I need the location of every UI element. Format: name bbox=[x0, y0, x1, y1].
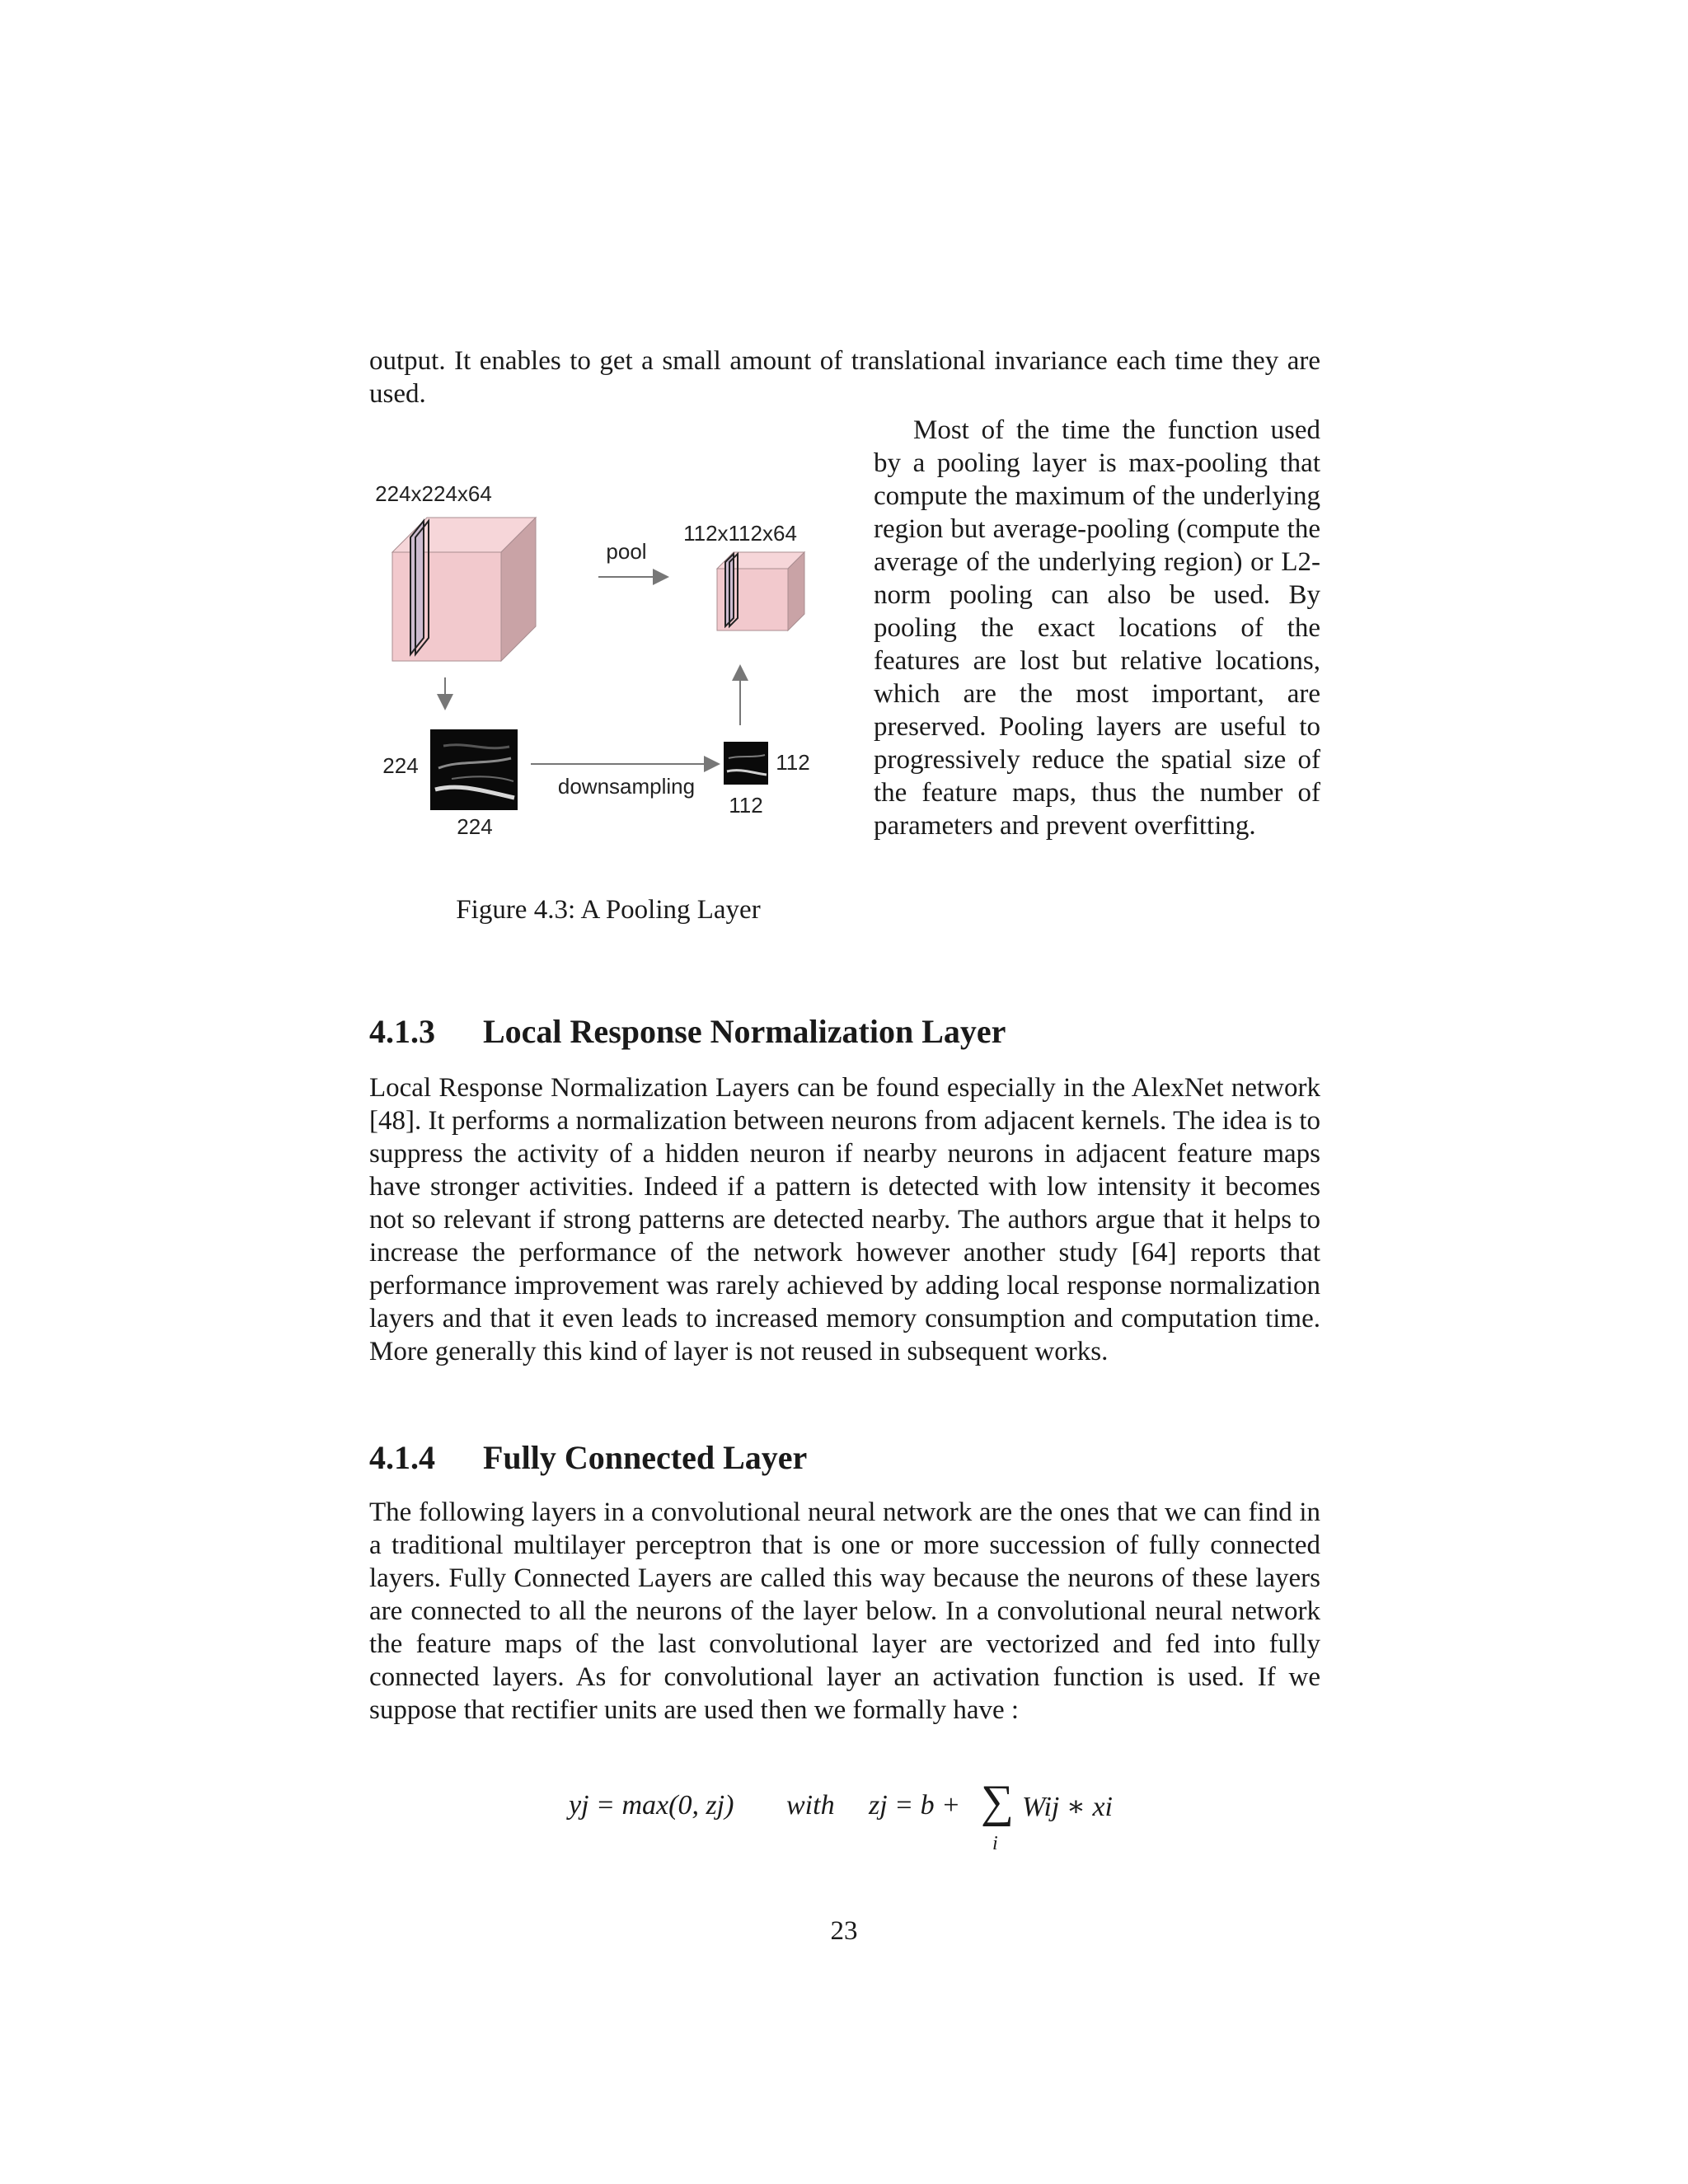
equation-sum-index: i bbox=[992, 1833, 998, 1854]
input-dims-label: 224x224x64 bbox=[375, 481, 492, 506]
input-volume-cube bbox=[392, 518, 536, 661]
pooling-layer-figure bbox=[369, 462, 856, 841]
input-feature-map bbox=[430, 729, 518, 810]
section-heading-414 bbox=[369, 1438, 807, 1478]
intro-paragraph: output. It enables to get a small amount of translational invariance each time they are used. bbox=[369, 346, 1320, 409]
output-dims-label: 112x112x64 bbox=[683, 521, 797, 546]
relu-equation bbox=[569, 1776, 1146, 1871]
section-number: 4.1.4 bbox=[369, 1439, 435, 1476]
figure-caption: Figure 4.3: A Pooling Layer bbox=[456, 895, 761, 925]
pooling-diagram bbox=[369, 462, 856, 841]
input-width-label: 224 bbox=[457, 814, 493, 839]
equation-sum: ∑ bbox=[981, 1776, 1014, 1827]
page-number: 23 bbox=[830, 1916, 858, 1946]
equation-term: Wij ∗ xi bbox=[1022, 1792, 1113, 1822]
section-heading-413 bbox=[369, 1012, 1006, 1052]
equation-with: with bbox=[786, 1790, 835, 1821]
section-title: Local Response Normalization Layer bbox=[483, 1013, 1006, 1050]
section-title: Fully Connected Layer bbox=[483, 1439, 808, 1476]
right-column-paragraph: Most of the time the function used by a pooling layer is max-pooling that compute the maximum of the underlying region but average-pooling (compute the average of the underlying region) or L2-norm pooling can also be used. By pooling the exact locations of the features are lost but relative locations, which are the most important, are preserved. Pooling layers are useful to progressively reduce the spatial size of the feature maps, thus the number of parameters and prevent overfitting. bbox=[874, 415, 1320, 841]
output-volume-cube bbox=[717, 552, 804, 630]
downsampling-label: downsampling bbox=[557, 774, 696, 799]
output-width-label: 112 bbox=[729, 793, 763, 818]
input-height-label: 224 bbox=[382, 753, 419, 778]
output-feature-map bbox=[724, 742, 768, 785]
equation-lhs: yj = max(0, zj) bbox=[569, 1790, 734, 1821]
section-number: 4.1.3 bbox=[369, 1013, 435, 1050]
section-414-paragraph: The following layers in a convolutional neural network are the ones that we can find in a traditional multilayer perceptron that is one or more succession of fully connected layers. Fully Connected Layers are called this way because the neurons of these layers are connected to all the neurons of the layer below. In a convolutional neural network the feature maps of the last convolutional layer are vectorized and fed into fully connected layers. As for convolutional layer an activation function is used. If we suppose that rectifier units are used then we formally have : bbox=[369, 1497, 1320, 1725]
output-height-label: 112 bbox=[776, 750, 810, 775]
equation-rhs: zj = b + bbox=[869, 1790, 961, 1821]
pool-label: pool bbox=[606, 539, 647, 564]
section-413-paragraph: Local Response Normalization Layers can be found especially in the AlexNet network [48]. It performs a normalization between neurons from adjacent kernels. The idea is to suppress the activity of a hidden neuron if nearby neurons in adjacent feature maps have stronger activities. Indeed if a pattern is detected with low intensity it becomes not so relevant if strong patterns are detected nearby. The authors argue that it helps to increase the performance of the network however another study [64] reports that performance improvement was rarely achieved by adding local response normalization layers and that it even leads to increased memory consumption and computation time. More generally this kind of layer is not reused in subsequent works. bbox=[369, 1073, 1320, 1366]
